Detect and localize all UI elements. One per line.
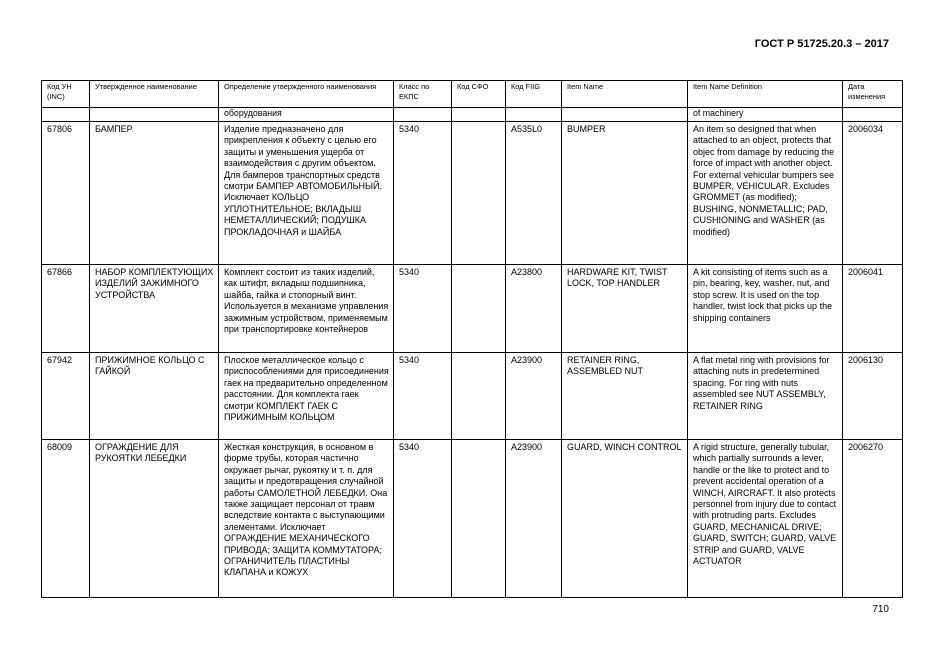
table-row (42, 353, 903, 440)
cell-fiig (506, 108, 562, 122)
cell-item-definition: A kit consisting of items such as a pin, bearing, key, washer, nut, and stop screw. It is used on the top handler, twist lock that picks up the shipping containers (688, 265, 843, 353)
page-number: 710 (872, 604, 889, 615)
cell-item-definition: An item so designed that when attached to an object, protects that objec from damage by reducing the force of impact with another object. For external vehicular bumpers see BUMPER, VEHICULAR. Excludes GROMMET (as modified); BUSHING, NONMETALLIC; PAD, CUSHIONING and WASHER (as modified) (688, 122, 843, 265)
cell-inc: 67942 (42, 353, 90, 440)
cell-sfo (452, 353, 506, 440)
column-header-inc: Код УН (INC) (42, 81, 90, 108)
column-header-class: Класс по ЕКПС (394, 81, 452, 108)
cell-item-name: RETAINER RING, ASSEMBLED NUT (562, 353, 688, 440)
cell-definition: Изделие предназначено для прикрепления к объекту с целью его защиты и уменьшения ущерба от взаимодействия с другим объектом. Для бамперов транспортных средств смотри БАМПЕР АВТОМОБИЛЬНЫЙ. Исключает КОЛЬЦО УПЛОТНИТЕЛЬНОЕ; ВКЛАДЫШ НЕМЕТАЛЛИЧЕСКИЙ; ПОДУШКА ПРОКЛАДОЧНАЯ и ШАЙБА (219, 122, 394, 265)
cell-sfo (452, 440, 506, 598)
items-table (41, 80, 903, 598)
cell-class: 5340 (394, 353, 452, 440)
table-row (42, 265, 903, 353)
document-title: ГОСТ Р 51725.20.3 – 2017 (754, 38, 889, 50)
cell-fiig: A535L0 (506, 122, 562, 265)
cell-class: 5340 (394, 265, 452, 353)
table-header-row (42, 81, 903, 108)
cell-item-name: GUARD, WINCH CONTROL (562, 440, 688, 598)
cell-item-definition: A flat metal ring with provisions for attaching nuts in predetermined spacing. For ring with nuts assembled see NUT ASSEMBLY, RETAINER RING (688, 353, 843, 440)
cell-definition: Плоское металлическое кольцо с приспособлениями для присоединения гаек на предварительно определенном расстоянии. Для комплекта гаек смотри КОМПЛЕКТ ГАЕК С ПРИЖИМНЫМ КОЛЬЦОМ (219, 353, 394, 440)
continuation-row (42, 108, 903, 122)
column-header-fiig: Код FIIG (506, 81, 562, 108)
cell-definition: оборудования (219, 108, 394, 122)
cell-definition: Жесткая конструкция, в основном в форме трубы, которая частично окружает рычаг, рукоятку и т. п. для защиты и предотвращения случайной работы САМОЛЕТНОЙ ЛЕБЕДКИ. Она также защищает персонал от травм вследствие контакта с выступающими элементами. Исключает ОГРАЖДЕНИЕ МЕХАНИЧЕСКОГО ПРИВОДА; ЗАЩИТА КОММУТАТОРА; ОГРАНИЧИТЕЛЬ ПЛАСТИНЫ КЛАПАНА и КОЖУХ (219, 440, 394, 598)
cell-fiig: A23900 (506, 440, 562, 598)
cell-sfo (452, 108, 506, 122)
cell-date: 2006034 (843, 122, 903, 265)
cell-class: 5340 (394, 122, 452, 265)
cell-inc (42, 108, 90, 122)
cell-inc: 67806 (42, 122, 90, 265)
cell-item-name: BUMPER (562, 122, 688, 265)
cell-definition: Комплект состоит из таких изделий, как штифт, вкладыш подшипника, шайба, гайка и стопорный винт. Используется в механизме управления зажимным устройством, применяемым при транспортировке контейнеров (219, 265, 394, 353)
cell-name: ПРИЖИМНОЕ КОЛЬЦО С ГАЙКОЙ (90, 353, 219, 440)
cell-date: 2006130 (843, 353, 903, 440)
column-header-sfo: Код СФО (452, 81, 506, 108)
column-header-item-name: Item Name (562, 81, 688, 108)
cell-inc: 67866 (42, 265, 90, 353)
cell-item-definition: of machinery (688, 108, 843, 122)
cell-inc: 68009 (42, 440, 90, 598)
cell-date: 2006270 (843, 440, 903, 598)
cell-fiig: A23900 (506, 353, 562, 440)
column-header-definition: Определение утвержденного наименования (219, 81, 394, 108)
cell-name (90, 108, 219, 122)
table-row (42, 440, 903, 598)
table-row (42, 122, 903, 265)
column-header-name: Утвержденное наименование (90, 81, 219, 108)
cell-item-definition: A rigid structure, generally tubular, which partially surrounds a lever, handle or the like to protect and to prevent accidental operation of a WINCH, AIRCRAFT. It also protects personnel from injury due to contact with protruding parts. Excludes GUARD, MECHANICAL DRIVE; GUARD, SWITCH; GUARD, VALVE STRIP and GUARD, VALVE ACTUATOR (688, 440, 843, 598)
cell-fiig: A23800 (506, 265, 562, 353)
cell-sfo (452, 265, 506, 353)
column-header-date: Дата изменения (843, 81, 903, 108)
cell-class (394, 108, 452, 122)
cell-item-name (562, 108, 688, 122)
cell-name: БАМПЕР (90, 122, 219, 265)
column-header-item-definition: Item Name Definition (688, 81, 843, 108)
cell-item-name: HARDWARE KIT, TWIST LOCK, TOP HANDLER (562, 265, 688, 353)
cell-class: 5340 (394, 440, 452, 598)
cell-date (843, 108, 903, 122)
cell-name: ОГРАЖДЕНИЕ ДЛЯ РУКОЯТКИ ЛЕБЕДКИ (90, 440, 219, 598)
cell-name: НАБОР КОМПЛЕКТУЮЩИХ ИЗДЕЛИЙ ЗАЖИМНОГО УСТРОЙСТВА (90, 265, 219, 353)
cell-sfo (452, 122, 506, 265)
cell-date: 2006041 (843, 265, 903, 353)
